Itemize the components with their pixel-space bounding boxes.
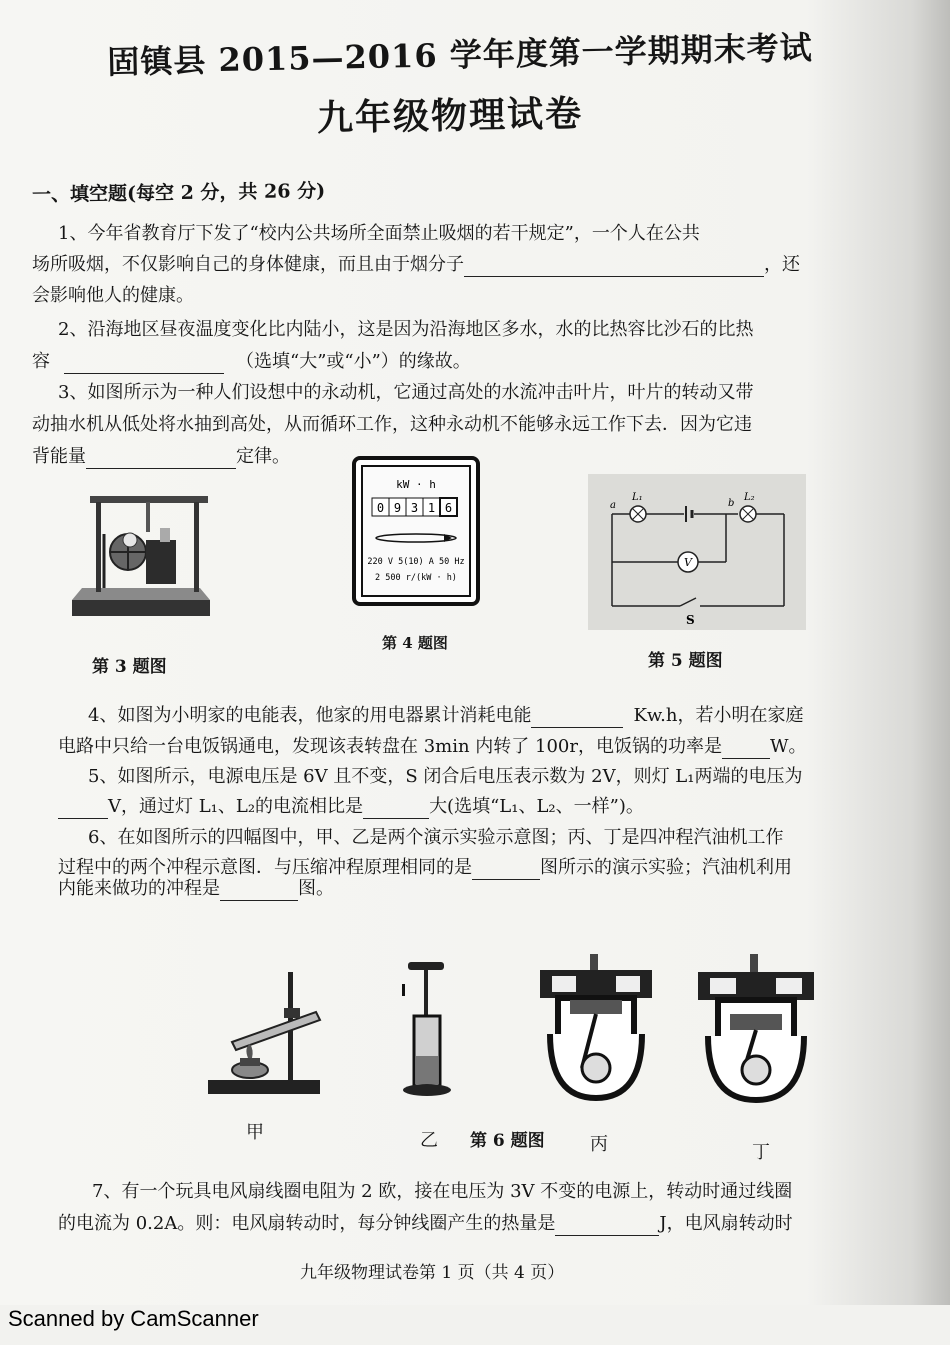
figure-4-caption: 第 4 题图 (382, 634, 448, 652)
figure-yi-label: 乙 (420, 1130, 438, 1151)
node-b-label: b (728, 498, 735, 509)
circuit-figure (588, 474, 806, 630)
q5-text-a: V，通过灯 L₁、L₂的电流相比是 (108, 796, 364, 817)
section-heading: 一、填空题(每空 2 分，共 26 分) (31, 179, 326, 207)
switch-label: S (686, 613, 695, 627)
exam-subtitle: 九年级物理试卷 (316, 92, 584, 140)
q6-text-a: 过程中的两个冲程示意图．与压缩冲程原理相同的是 (58, 857, 472, 878)
exam-title: 固镇县 2015—2016 学年度第一学期期末考试 (107, 28, 814, 82)
q5-current-blank[interactable] (363, 798, 429, 819)
meter-constant: 2 500 r/(kW · h) (375, 573, 457, 583)
q7-heat-blank[interactable] (555, 1215, 659, 1236)
q6-text-c: 内能来做功的冲程是 (58, 878, 220, 899)
q6-line1: 6、在如图所示的四幅图中，甲、乙是两个演示实验示意图；丙、丁是四冲程汽油机工作 (88, 827, 784, 848)
q6-text-b: 图所示的演示实验；汽油机利用 (540, 857, 792, 878)
test-tube-heating-figure (204, 968, 330, 1098)
meter-digit: 9 (393, 501, 402, 515)
meter-digit: 1 (427, 501, 436, 515)
q1-answer-blank[interactable] (464, 256, 764, 277)
figure-bing-label: 丙 (590, 1134, 608, 1155)
engine-stroke-bing-figure (536, 952, 656, 1102)
q4-line2 (58, 735, 807, 759)
engine-stroke-ding-figure (694, 952, 818, 1104)
q5-voltage-blank[interactable] (58, 798, 108, 819)
q2-line2 (32, 350, 471, 374)
voltmeter-label: V (684, 556, 692, 569)
q7-line1: 7、有一个玩具电风扇线圈电阻为 2 欧，接在电压为 3V 不变的电源上，转动时通过线圈 (92, 1181, 793, 1202)
figure-5-caption: 第 5 题图 (648, 651, 723, 671)
figure-3-caption: 第 3 题图 (92, 657, 167, 677)
q3-text-a: 背能量 (32, 446, 86, 467)
q3-text-b: 定律。 (236, 446, 290, 467)
figure-ding-label: 丁 (752, 1142, 770, 1163)
meter-rating: 220 V 5(10) A 50 Hz (367, 557, 465, 567)
q6-line3 (58, 877, 334, 901)
q5-line1: 5、如图所示，电源电压是 6V 且不变，S 闭合后电压表示数为 2V，则灯 L₁两端的电压为 (88, 766, 803, 787)
q4-text-a: 4、如图为小明家的电能表，他家的用电器累计消耗电能 (88, 705, 532, 726)
figure-jia-label: 甲 (246, 1122, 264, 1143)
q6-stroke-blank[interactable] (220, 880, 298, 901)
q4-text-d: W。 (770, 736, 807, 757)
q2-text-a: 容 (32, 351, 50, 372)
q1-line3: 会影响他人的健康。 (32, 285, 194, 306)
meter-unit: kW · h (396, 478, 436, 491)
meter-digit: 0 (376, 501, 385, 515)
page-footer: 九年级物理试卷第 1 页（共 4 页） (300, 1263, 565, 1283)
q7-text-b: J，电风扇转动时 (659, 1213, 793, 1234)
meter-digits (372, 498, 457, 516)
meter-digit: 6 (444, 501, 453, 515)
q4-text-b: Kw.h，若小明在家庭 (633, 705, 804, 726)
q4-line1 (88, 704, 804, 728)
figure-6-caption: 第 6 题图 (470, 1131, 545, 1151)
q7-line2 (58, 1212, 793, 1236)
q2-answer-blank[interactable] (64, 353, 224, 374)
q6-text-d: 图。 (298, 878, 334, 899)
meter-digit: 3 (410, 501, 419, 515)
lamp-l1-label: L₁ (632, 492, 643, 503)
q4-power-blank[interactable] (722, 738, 770, 759)
q1-line2 (32, 253, 800, 277)
q3-line2: 动抽水机从低处将水抽到高处，从而循环工作，这种永动机不能够永远工作下去．因为它违 (32, 414, 752, 435)
q3-line3 (32, 445, 290, 469)
q1-line1: 1、今年省教育厅下发了“校内公共场所全面禁止吸烟的若干规定”，一个人在公共 (58, 223, 700, 244)
q5-line2 (58, 795, 644, 819)
air-compression-figure (398, 960, 458, 1100)
electricity-meter-figure (352, 456, 480, 606)
lamp-l2-label: L₂ (744, 492, 755, 503)
q7-text-a: 的电流为 0.2A。则：电风扇转动时，每分钟线圈产生的热量是 (58, 1213, 556, 1234)
q3-line1: 3、如图所示为一种人们设想中的永动机，它通过高处的水流冲击叶片，叶片的转动又带 (58, 382, 754, 403)
q5-text-b: 大(选填“L₁、L₂、一样”)。 (429, 796, 644, 817)
q2-text-b: （选填“大”或“小”）的缘故。 (236, 351, 471, 372)
q2-line1: 2、沿海地区昼夜温度变化比内陆小，这是因为沿海地区多水，水的比热容比沙石的比热 (58, 319, 754, 340)
q3-answer-blank[interactable] (86, 448, 236, 469)
q1-text-a: 场所吸烟，不仅影响自己的身体健康，而且由于烟分子 (32, 254, 464, 275)
q1-text-b: ，还 (764, 254, 800, 275)
q4-energy-blank[interactable] (531, 707, 623, 728)
node-a-label: a (610, 500, 616, 511)
q6-compression-blank[interactable] (472, 859, 540, 880)
perpetual-motion-figure (68, 488, 218, 628)
camscanner-watermark: Scanned by CamScanner (8, 1306, 259, 1331)
q4-text-c: 电路中只给一台电饭锅通电，发现该表转盘在 3min 内转了 100r，电饭锅的功率是 (58, 736, 722, 757)
